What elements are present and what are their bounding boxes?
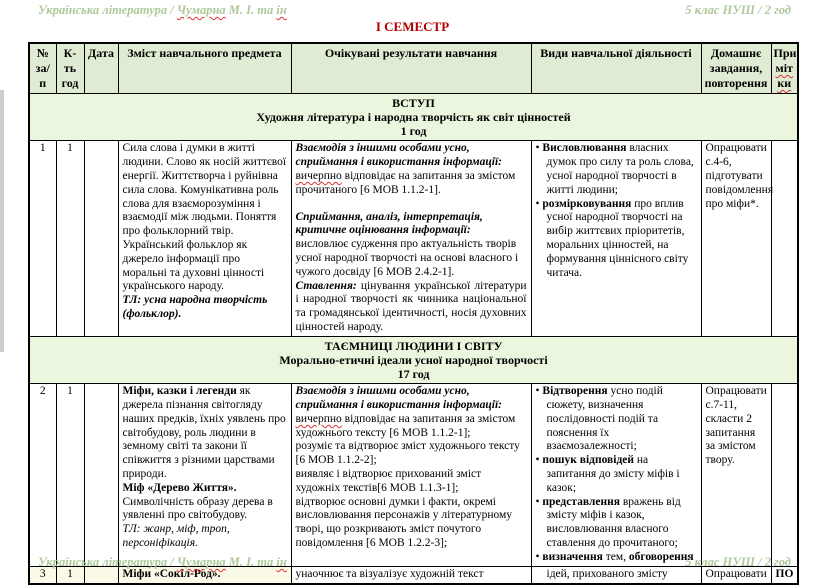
paragraph xyxy=(123,142,287,239)
paragraph xyxy=(61,385,80,399)
cell-notes xyxy=(771,384,798,566)
section-line: Морально-етичні ідеали усної народної творчості xyxy=(279,352,548,367)
text-run: Опрацювати с.4-6, підготувати повідомлення про міфи*. xyxy=(705,142,774,210)
column-header-hours xyxy=(56,43,84,94)
page-footer-left xyxy=(38,555,287,570)
cell-date xyxy=(84,141,118,336)
paragraph xyxy=(296,170,527,198)
text-run: Очікувані результати навчання xyxy=(324,46,498,60)
section-line: 17 год xyxy=(397,367,430,382)
paragraph xyxy=(123,523,287,551)
paragraph xyxy=(296,142,527,170)
paragraph xyxy=(34,142,52,156)
text-run: за/ xyxy=(35,61,50,75)
text-run: як джерела пізнання світогляду наших предків, їхніх уявлень про світобудову, роль людини в земному світі та закони її співжиття з різними царствами природи. xyxy=(122,385,286,481)
text-run: Дата xyxy=(88,46,114,60)
paragraph xyxy=(536,198,697,281)
text-run: Взаємодія з іншими особами усно, сприймання і використання інформації: xyxy=(295,385,502,412)
column-header-date xyxy=(84,43,118,94)
section-row xyxy=(29,94,798,141)
paragraph xyxy=(536,551,697,565)
page-header-right: 5 клас НУШ / 2 год xyxy=(685,3,791,17)
text-run: Взаємодія з іншими особами усно, сприймання і використання інформації: xyxy=(295,142,502,169)
text-run: розуміє та відтворює зміст художнього тексту [6 МОВ 1.1.2-2]; xyxy=(295,440,520,467)
section-header-cell xyxy=(29,336,798,383)
cell-hours xyxy=(56,141,84,336)
text-run: Сила слова і думки в житті людини. Слово як носій життєвої енергії. Життєтворча і руйнівна сила слова. Комунікативна роль слова для взаєморозуміння і взаємодії між людьми. Поняття про фольклорний твір. xyxy=(122,142,287,238)
paragraph xyxy=(705,142,774,211)
cell-hours xyxy=(56,384,84,566)
paragraph xyxy=(296,440,527,468)
text-run: год xyxy=(61,76,79,90)
misspelled-text: міт xyxy=(775,61,793,75)
paragraph xyxy=(123,482,287,496)
page-header-left xyxy=(38,3,287,18)
text-run: ТЛ: жанр, міф, троп, персоніфікація. xyxy=(122,523,230,550)
text-run: унаочнює та візуалізує художній текст xyxy=(295,567,484,580)
page-footer-right: 5 клас НУШ / 2 год xyxy=(685,555,791,569)
text-run: Ставлення: xyxy=(295,279,357,292)
column-header-activities xyxy=(531,43,701,94)
text-run: 3 xyxy=(39,567,46,580)
text-run: 1 xyxy=(67,142,73,155)
column-header-notes xyxy=(771,43,798,94)
cell-number xyxy=(29,141,56,336)
paragraph xyxy=(123,239,287,294)
text-run: обговорення xyxy=(628,550,694,563)
section-row xyxy=(29,336,798,383)
cell-content xyxy=(118,141,291,336)
footer-author-initials: М. І. та xyxy=(225,555,277,569)
paragraph xyxy=(296,238,527,279)
paragraph xyxy=(123,496,287,524)
column-header-number xyxy=(29,43,56,94)
text-run: ть xyxy=(63,61,77,75)
paragraph xyxy=(296,385,527,413)
cell-homework xyxy=(701,141,774,336)
text-run: Опрацювати xyxy=(705,567,767,580)
text-run: 2 xyxy=(39,385,46,398)
lesson-row xyxy=(29,141,798,336)
text-run: висловлює судження про актуальність творів усної народної творчості на основі власного і чужого досвіду [6 МОВ 2.4.2-1]. xyxy=(295,238,519,278)
text-run: розмірковування xyxy=(542,197,632,210)
text-run: власних думок про силу та роль слова, усної народної творчості в житті людини; xyxy=(546,142,694,196)
lesson-row xyxy=(29,384,798,566)
cell-activities xyxy=(531,384,701,566)
footer-subject-text: Українська література / xyxy=(38,555,177,569)
misspelled-text: ки xyxy=(777,76,792,90)
section-line: Художня література і народна творчість як світ цінностей xyxy=(256,110,571,125)
cell-number xyxy=(29,384,56,566)
cell-notes xyxy=(771,141,798,336)
text-run: відповідає на запитання за змістом прочитаного [6 МОВ 1.1.2-1]. xyxy=(295,170,516,196)
paragraph xyxy=(296,468,527,496)
paragraph xyxy=(536,568,697,582)
paragraph xyxy=(296,568,527,582)
text-run: Символічність образу дерева в уявленні про світобудову. xyxy=(122,495,273,522)
text-run: про вплив усної народної творчості на вибір життєвих пріоритетів, моральних цінностей, на формування ціннісного світу читача. xyxy=(546,197,689,279)
text-run: 1 xyxy=(39,142,46,155)
cell-activities xyxy=(531,566,701,584)
text-run: на запитання до змісту міфів і казок; xyxy=(546,454,680,494)
text-run: 1 xyxy=(67,567,73,580)
text-run: 1 xyxy=(67,385,73,398)
header-author-initials: М. І. та xyxy=(225,3,277,17)
text-run: Сприймання, аналіз, інтерпретація, критичне оцінювання інформації: xyxy=(295,210,483,237)
text-run: тем, xyxy=(602,550,629,563)
section-line: ТАЄМНИЦІ ЛЮДИНИ І СВІТУ xyxy=(324,338,503,353)
text-run: виявляє і відтворює прихований зміст художніх текстів[6 МОВ 1.1.3-1]; xyxy=(295,468,482,494)
footer-etal-misspelled: ін xyxy=(276,555,287,569)
misspelled-text: вичерпно xyxy=(295,170,342,183)
text-run: ТЛ: усна народна творчість (фольклор). xyxy=(122,294,268,321)
misspelled-text: вичерпно xyxy=(295,412,342,425)
text-run: Відтворення xyxy=(542,385,608,398)
paragraph xyxy=(123,385,287,482)
section-line: 1 год xyxy=(400,124,427,139)
header-author-misspelled: Чумарна xyxy=(176,3,226,17)
paragraph xyxy=(296,413,527,441)
footer-author-misspelled: Чумарна xyxy=(176,555,226,569)
text-run: усно подій сюжету, визначення послідовності подій та пояснення їх взаємозалежності; xyxy=(546,385,663,453)
paragraph xyxy=(296,198,527,211)
paragraph xyxy=(536,142,697,197)
text-run: вражень від змісту міфів і казок, висловлювання власного ставлення до прочитаного; xyxy=(546,495,681,550)
text-run: Міфи «Сокіл-Род». xyxy=(122,567,221,580)
schedule-table xyxy=(28,42,799,585)
section-header-cell xyxy=(29,94,798,141)
text-run: Міф «Дерево Життя». xyxy=(122,481,237,494)
paragraph xyxy=(706,385,767,468)
text-run: Види навчальної діяльності xyxy=(540,46,692,60)
text-run: При xyxy=(773,46,797,60)
text-run: п xyxy=(39,76,47,90)
paragraph xyxy=(123,294,287,322)
paragraph xyxy=(296,280,527,335)
paragraph xyxy=(536,385,697,454)
text-run: Український фольклор як джерело інформації про моральні та духовні цінності українського народу. xyxy=(122,239,265,293)
text-run: представлення xyxy=(542,495,620,508)
semester-title: І СЕМЕСТР xyxy=(375,19,450,34)
text-run: Висловлювання xyxy=(542,142,627,155)
cell-homework xyxy=(701,384,771,566)
text-run: Зміст навчального предмета xyxy=(127,46,282,60)
paragraph xyxy=(61,142,80,156)
column-header-homework xyxy=(701,43,771,94)
page-edge-strip xyxy=(0,90,4,352)
text-run: пошук відповідей xyxy=(542,454,635,467)
text-run: Опрацювати с.7-11, скласти 2 запитання за змістом твору. xyxy=(705,385,767,467)
text-run: цінування української літератури і народної творчості як чинника національної та громадянської ідентичності, носія духовних цінностей народу. xyxy=(295,279,527,334)
header-etal-misspelled: ін xyxy=(276,3,287,17)
paragraph xyxy=(296,211,527,239)
table-header-row xyxy=(29,43,798,94)
text-run: № xyxy=(36,46,49,60)
header-subject-text: Українська література / xyxy=(38,3,177,17)
column-header-content xyxy=(118,43,291,94)
paragraph xyxy=(296,496,527,551)
paragraph xyxy=(34,385,52,399)
paragraph xyxy=(536,454,697,495)
text-run: Домашнє завдання, повторення xyxy=(704,46,768,90)
text-run: К- xyxy=(63,46,77,60)
cell-outcomes xyxy=(291,384,531,566)
text-run: визначення xyxy=(542,550,603,563)
paragraph xyxy=(536,496,697,551)
text-run: відтворює основні думки і факти, окремі висловлювання персонажів у літературному творі, що розкривають зміст почутого повідомлення [6 МОВ 1.2.2-3]; xyxy=(295,495,513,550)
cell-outcomes xyxy=(291,141,531,336)
column-header-outcomes xyxy=(291,43,531,94)
cell-date xyxy=(84,384,118,566)
text-run: ідей, прихованого змісту xyxy=(546,567,668,580)
cell-content xyxy=(118,384,291,566)
text-run: відповідає на запитання за змістом художнього тексту [6 МОВ 1.1.2-1]; xyxy=(295,412,516,439)
text-run: ПО xyxy=(775,567,794,580)
cell-activities xyxy=(531,141,701,336)
cell-outcomes xyxy=(291,566,531,584)
text-run: Міфи, казки і легенди xyxy=(122,385,237,398)
section-line: ВСТУП xyxy=(392,96,435,110)
